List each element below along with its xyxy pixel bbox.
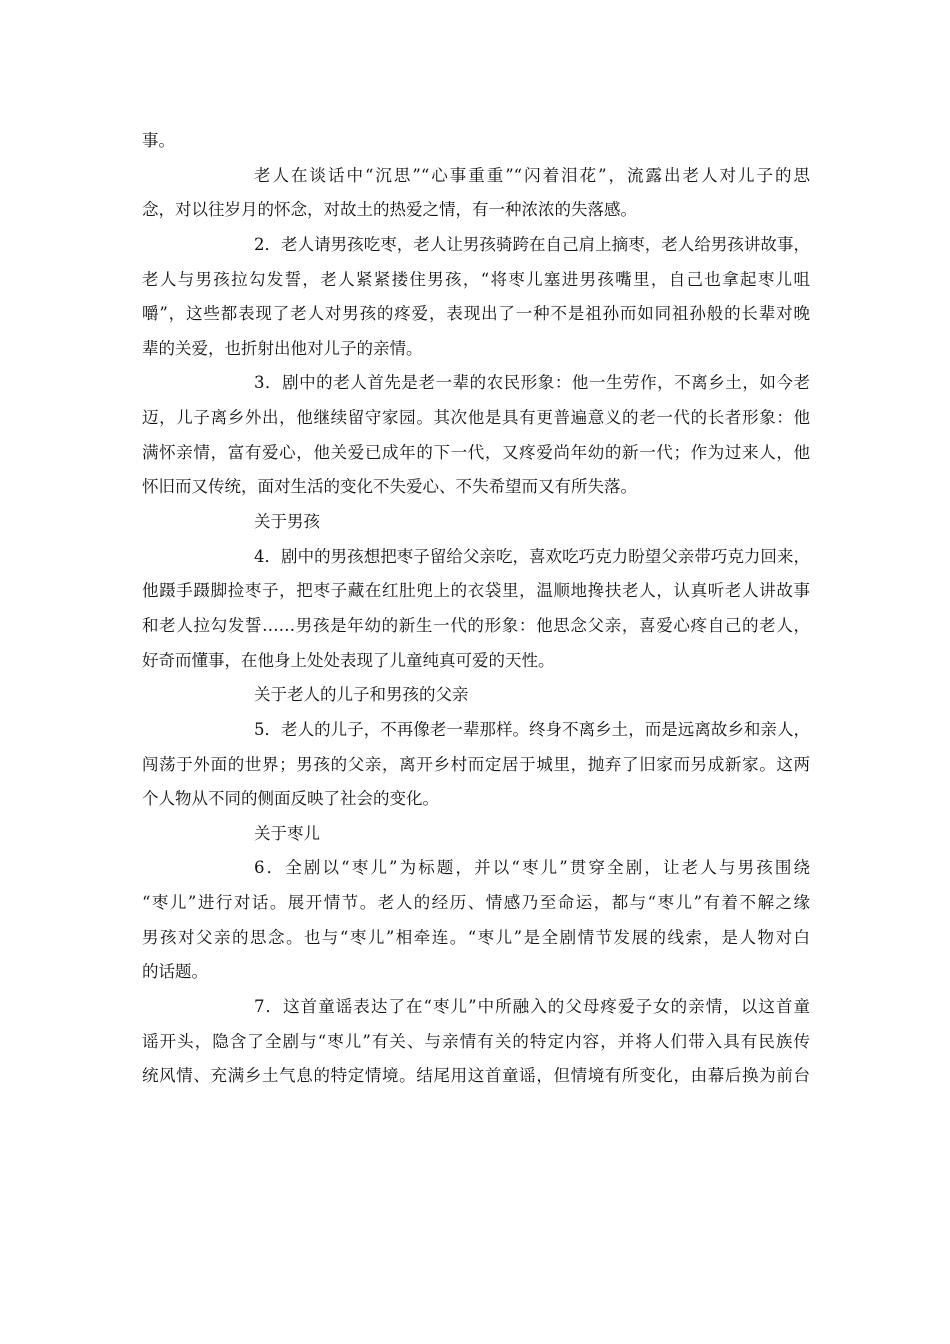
section-heading: 关于老人的儿子和男孩的父亲 xyxy=(254,685,469,705)
text-line: 嚼”，这些都表现了老人对男孩的疼爱，表现出了一种不是祖孙而如同祖孙般的长辈对晚 xyxy=(142,304,810,324)
text-line: 和老人拉勾发誓……男孩是年幼的新生一代的形象：他思念父亲，喜爱心疼自己的老人， xyxy=(142,615,810,635)
text-line: 事。 xyxy=(142,131,175,150)
text-line: 闯荡于外面的世界；男孩的父亲，离开乡村而定居于城里，抛弃了旧家而另成新家。这两 xyxy=(142,754,810,774)
text-line: 个人物从不同的侧面反映了社会的变化。 xyxy=(142,789,439,809)
paragraph-first-line: 5．老人的儿子，不再像老一辈那样。终身不离乡土，而是远离故乡和亲人， xyxy=(254,719,810,739)
text-line: 满怀亲情，富有爱心，他关爱已成年的下一代，又疼爱尚年幼的新一代；作为过来人，他 xyxy=(142,442,810,462)
text-line: “枣儿”进行对话。展开情节。老人的经历、情感乃至命运，都与“枣儿”有着不解之缘 xyxy=(142,893,810,913)
text-line: 的话题。 xyxy=(142,962,208,982)
document-body xyxy=(142,124,810,1094)
text-line: 好奇而懂事，在他身上处处表现了儿童纯真可爱的天性。 xyxy=(142,650,555,670)
paragraph-first-line: 6．全剧以“枣儿”为标题，并以“枣儿”贯穿全剧，让老人与男孩围绕 xyxy=(254,858,810,878)
paragraph-first-line: 2．老人请男孩吃枣，老人让男孩骑跨在自己肩上摘枣，老人给男孩讲故事， xyxy=(254,234,810,254)
text-line: 迈，儿子离乡外出，他继续留守家园。其次他是具有更普遍意义的老一代的长者形象：他 xyxy=(142,408,810,428)
text-line: 他蹑手蹑脚捡枣子，把枣子藏在红肚兜上的衣袋里，温顺地搀扶老人，认真听老人讲故事 xyxy=(142,581,810,601)
text-line: 谣开头，隐含了全剧与“枣儿”有关、与亲情有关的特定内容，并将人们带入具有民族传 xyxy=(142,1031,810,1051)
section-heading: 关于枣儿 xyxy=(254,823,320,843)
paragraph-first-line: 7．这首童谣表达了在“枣儿”中所融入的父母疼爱子女的亲情，以这首童 xyxy=(254,997,810,1017)
text-line: 统风情、充满乡土气息的特定情境。结尾用这首童谣，但情境有所变化，由幕后换为前台 xyxy=(142,1066,810,1086)
text-line: 辈的关爱，也折射出他对儿子的亲情。 xyxy=(142,338,423,358)
text-line: 男孩对父亲的思念。也与“枣儿”相牵连。“枣儿”是全剧情节发展的线索，是人物对白 xyxy=(142,927,810,947)
text-line: 怀旧而又传统，面对生活的变化不失爱心、不失希望而又有所失落。 xyxy=(142,477,637,497)
section-heading: 关于男孩 xyxy=(254,512,320,532)
paragraph-first-line: 老人在谈话中“沉思”“心事重重”“闪着泪花”，流露出老人对儿子的思 xyxy=(254,165,810,185)
text-line: 老人与男孩拉勾发誓，老人紧紧搂住男孩，“将枣儿塞进男孩嘴里，自己也拿起枣儿咀 xyxy=(142,269,810,289)
text-line: 念，对以往岁月的怀念，对故土的热爱之情，有一种浓浓的失落感。 xyxy=(142,200,637,220)
paragraph-first-line: 3．剧中的老人首先是老一辈的农民形象：他一生劳作，不离乡土，如今老 xyxy=(254,373,810,393)
paragraph-first-line: 4．剧中的男孩想把枣子留给父亲吃，喜欢吃巧克力盼望父亲带巧克力回来， xyxy=(254,546,810,566)
